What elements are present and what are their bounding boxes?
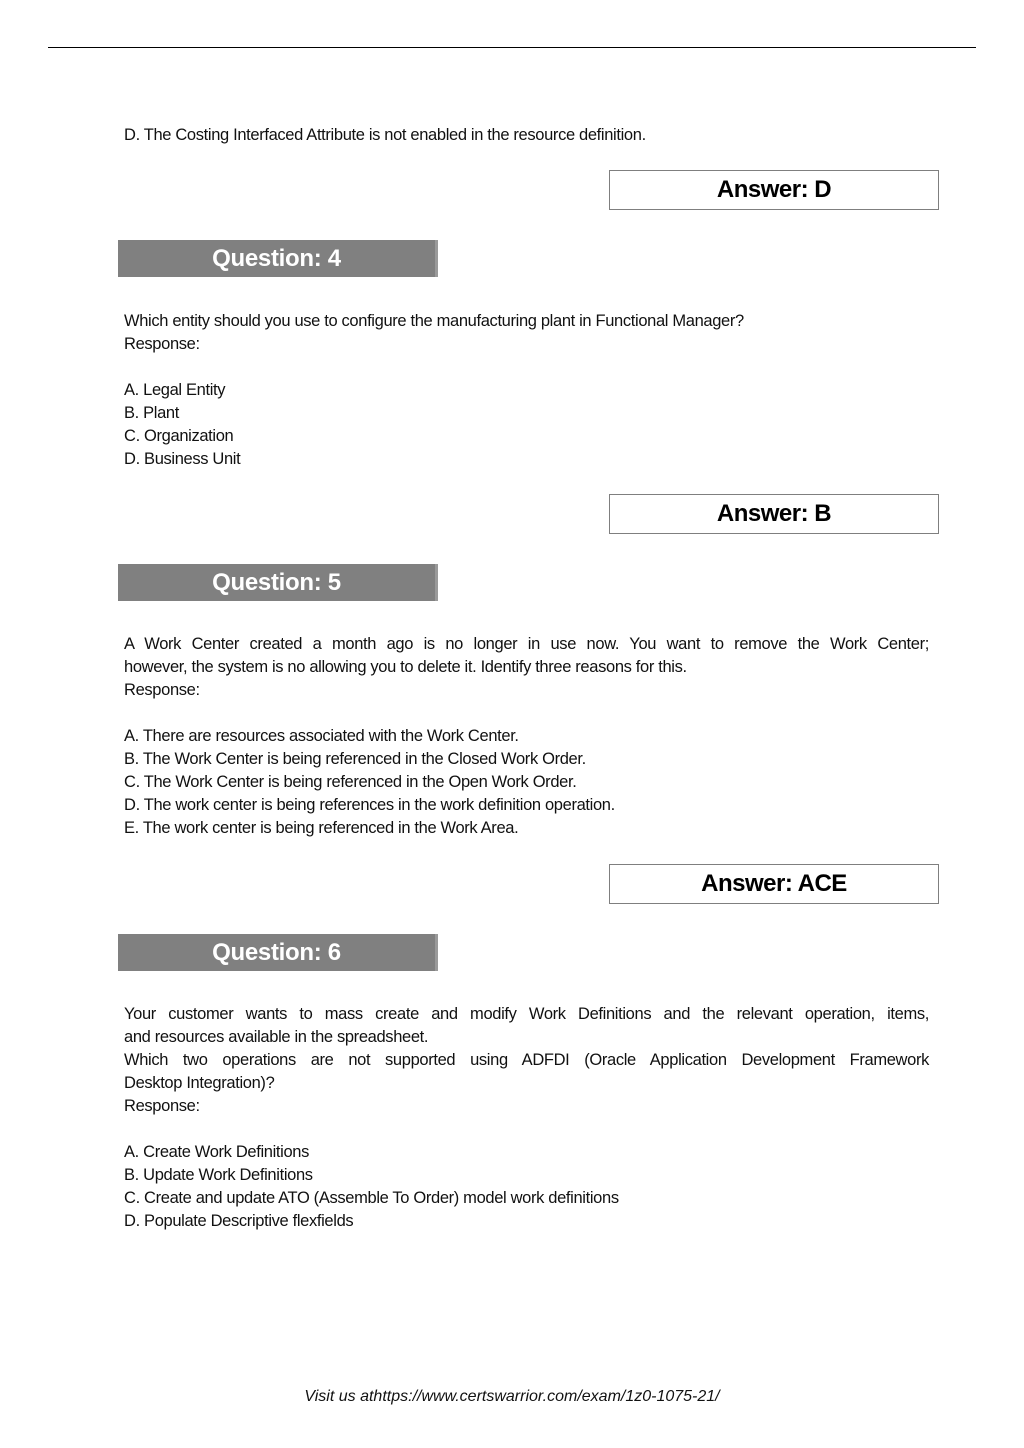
answer-box-q4: Answer: B xyxy=(609,494,939,534)
question-5-body xyxy=(124,633,929,840)
header-rule xyxy=(48,47,976,48)
question-6-body xyxy=(124,1003,929,1233)
answer-box-q3: Answer: D xyxy=(609,170,939,210)
question-prompt-line-1: Your customer wants to mass create and modify Work Definitions and the relevant operation, items, xyxy=(124,1005,929,1023)
option-c: C. Create and update ATO (Assemble To Order) model work definitions xyxy=(124,1189,619,1207)
response-label: Response: xyxy=(124,335,200,353)
option-text: D. The Costing Interfaced Attribute is not enabled in the resource definition. xyxy=(124,126,646,144)
question-header-6: Question: 6 xyxy=(118,934,438,971)
option-d: D. Business Unit xyxy=(124,450,241,468)
option-a: A. Create Work Definitions xyxy=(124,1143,310,1161)
question-header-4: Question: 4 xyxy=(118,240,438,277)
option-a: A. There are resources associated with the Work Center. xyxy=(124,727,519,745)
option-d: D. Populate Descriptive flexfields xyxy=(124,1212,354,1230)
question-prompt-line-3: Which two operations are not supported using ADFDI (Oracle Application Development Framework xyxy=(124,1051,929,1069)
option-e: E. The work center is being referenced in the Work Area. xyxy=(124,819,519,837)
question-4-body xyxy=(124,310,929,471)
option-b: B. The Work Center is being referenced in the Closed Work Order. xyxy=(124,750,586,768)
question-prompt: Which entity should you use to configure the manufacturing plant in Functional Manager? xyxy=(124,312,744,330)
question-prompt-line-2: and resources available in the spreadsheet. xyxy=(124,1028,429,1046)
option-d: D. The work center is being references in the work definition operation. xyxy=(124,796,615,814)
question-prompt-line-1: A Work Center created a month ago is no longer in use now. You want to remove the Work Center; xyxy=(124,635,929,653)
answer-box-q5: Answer: ACE xyxy=(609,864,939,904)
option-b: B. Plant xyxy=(124,404,179,422)
footer-link[interactable]: Visit us athttps://www.certswarrior.com/exam/1z0-1075-21/ xyxy=(304,1388,720,1405)
question-header-5: Question: 5 xyxy=(118,564,438,601)
option-a: A. Legal Entity xyxy=(124,381,226,399)
option-c: C. The Work Center is being referenced in the Open Work Order. xyxy=(124,773,577,791)
option-b: B. Update Work Definitions xyxy=(124,1166,313,1184)
response-label: Response: xyxy=(124,1097,200,1115)
option-c: C. Organization xyxy=(124,427,234,445)
prev-question-option-d xyxy=(124,124,929,147)
response-label: Response: xyxy=(124,681,200,699)
question-prompt-line-2: however, the system is no allowing you to delete it. Identify three reasons for this. xyxy=(124,658,687,676)
question-prompt-line-4: Desktop Integration)? xyxy=(124,1074,275,1092)
